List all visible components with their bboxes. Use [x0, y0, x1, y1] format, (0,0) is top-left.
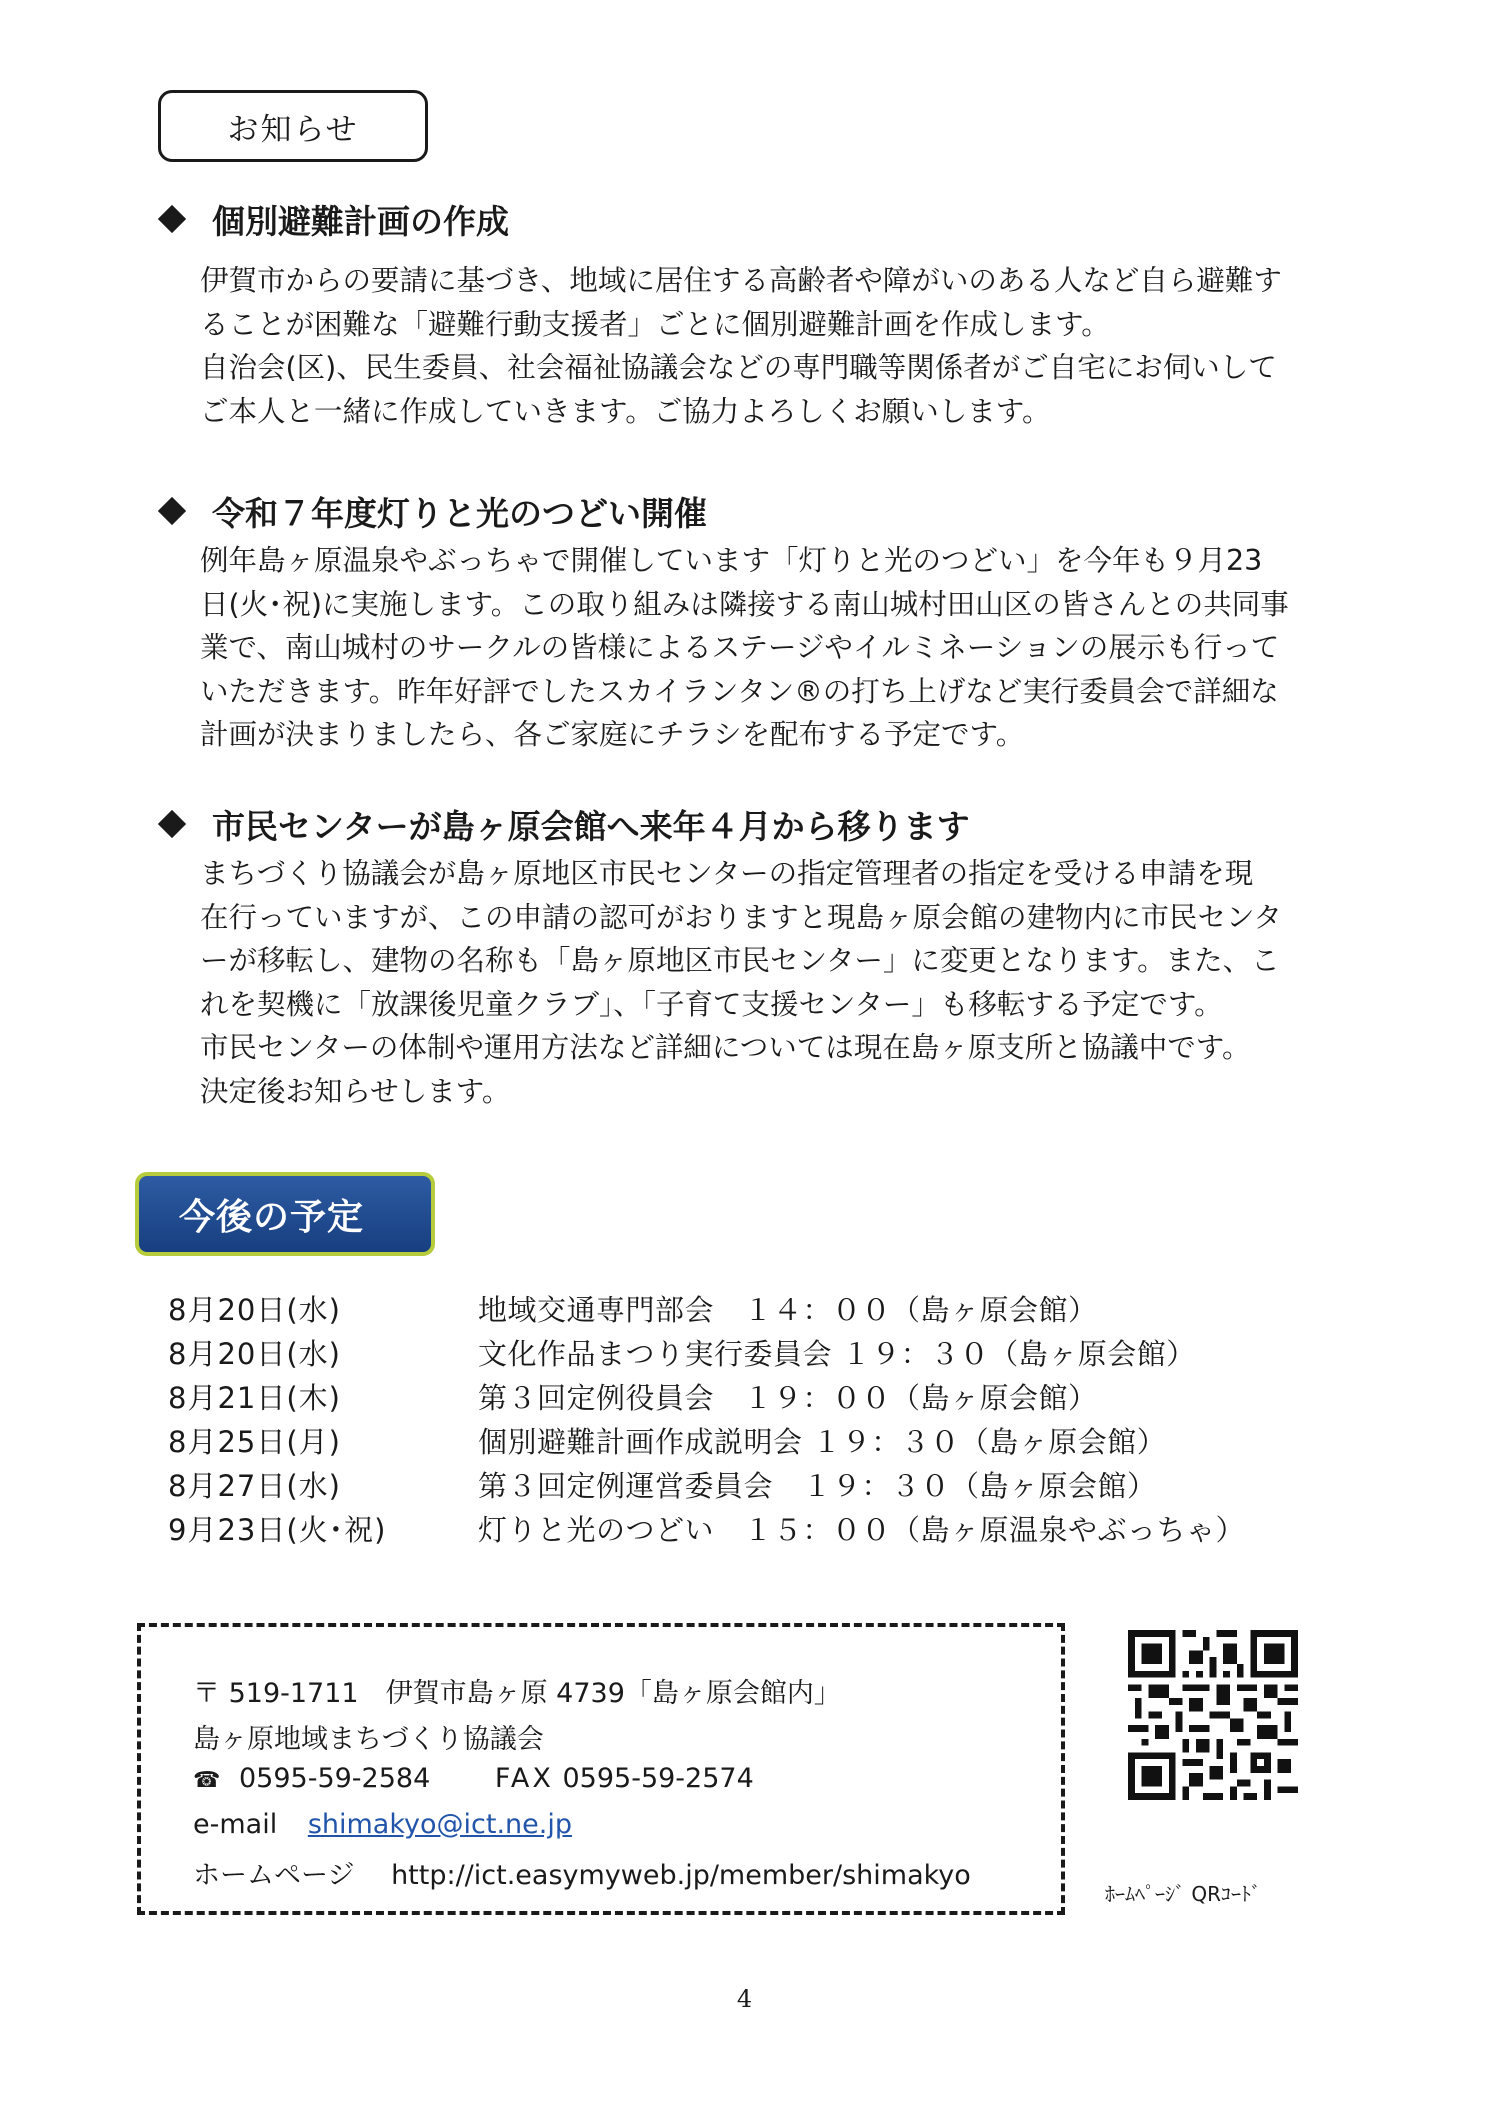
schedule-event: 個別避難計画作成説明会 １９：３０（島ヶ原会館） [478, 1424, 1167, 1459]
schedule-row [168, 1462, 1298, 1506]
section-body [200, 852, 1358, 1113]
body-line: 例年島ヶ原温泉やぶっちゃで開催しています「灯りと光のつどい」を今年も９月23 [200, 544, 1263, 577]
diamond-bullet-icon [158, 497, 186, 525]
schedule-list [168, 1286, 1298, 1550]
schedule-date: 8月27日(水) [168, 1468, 341, 1503]
contact-phone-line [193, 1763, 754, 1794]
schedule-row [168, 1286, 1298, 1330]
section-heading [158, 195, 1358, 243]
section-body [200, 539, 1358, 757]
section-heading-text: 令和７年度灯りと光のつどい開催 [212, 493, 707, 533]
homepage-url[interactable]: http://ict.easymyweb.jp/member/shimakyo [391, 1860, 971, 1891]
body-line: 日(火･祝)に実施します。この取り組みは隣接する南山城村田山区の皆さんとの共同事 [200, 587, 1289, 621]
schedule-row [168, 1506, 1298, 1550]
body-line: 市民センターの体制や運用方法など詳細については現在島ヶ原支所と協議中です。 [200, 1031, 1251, 1064]
body-line: 業で、南山城村のサークルの皆様によるステージやイルミネーションの展示も行って [200, 631, 1280, 664]
section-civic-center-move [158, 800, 1358, 1113]
notice-label: お知らせ [158, 90, 428, 162]
diamond-bullet-icon [158, 205, 186, 233]
schedule-row [168, 1374, 1298, 1418]
body-line: まちづくり協議会が島ヶ原地区市民センターの指定管理者の指定を受ける申請を現 [200, 857, 1254, 890]
phone-number: 0595-59-2584 [239, 1763, 431, 1794]
section-heading-text: 市民センターが島ヶ原会館へ来年４月から移ります [212, 806, 970, 846]
contact-email-line [193, 1809, 572, 1840]
qr-code-icon[interactable] [1128, 1630, 1298, 1800]
contact-homepage-line [193, 1853, 971, 1892]
contact-address: 〒 519-1711 伊賀市島ヶ原 4739「島ヶ原会館内」 [193, 1678, 841, 1709]
email-link[interactable]: shimakyo@ict.ne.jp [307, 1809, 572, 1840]
schedule-date: 8月21日(木) [168, 1380, 341, 1415]
schedule-event: 灯りと光のつどい １５：００（島ヶ原温泉やぶっちゃ） [478, 1512, 1246, 1547]
diamond-bullet-icon [158, 810, 186, 838]
schedule-date: 8月25日(月) [168, 1424, 341, 1459]
schedule-event: 第３回定例役員会 １９：００（島ヶ原会館） [478, 1380, 1098, 1415]
body-line: ーが移転し、建物の名称も「島ヶ原地区市民センター」に変更となります。また、こ [200, 944, 1280, 977]
schedule-title: 今後の予定 [135, 1172, 435, 1256]
page-number: 4 [736, 1985, 753, 2013]
contact-organization: 島ヶ原地域まちづくり協議会 [193, 1724, 544, 1755]
homepage-label: ホームページ [193, 1860, 355, 1891]
schedule-event: 地域交通専門部会 １４：００（島ヶ原会館） [478, 1292, 1098, 1327]
schedule-date: 9月23日(火･祝) [168, 1512, 387, 1547]
body-line: 決定後お知らせします。 [200, 1074, 511, 1108]
qr-caption: ﾎｰﾑﾍﾟｰｼﾞ QRｺｰﾄﾞ [1105, 1882, 1261, 1906]
schedule-event: 文化作品まつり実行委員会 １９：３０（島ヶ原会館） [478, 1336, 1196, 1371]
body-line: ご本人と一緒に作成していきます。ご協力よろしくお願いします。 [200, 394, 1051, 428]
section-heading [158, 487, 1358, 535]
body-line: いただきます。昨年好評でしたスカイランタン®の打ち上げなど実行委員会で詳細な [200, 674, 1279, 708]
section-heading [158, 800, 1358, 848]
section-body [200, 259, 1358, 433]
schedule-date: 8月20日(水) [168, 1292, 341, 1327]
fax-number: 0595-59-2574 [562, 1763, 754, 1794]
body-line: れを契機に「放課後児童クラブ」、「子育て支援センター」も移転する予定です。 [200, 987, 1223, 1021]
schedule-row [168, 1418, 1298, 1462]
contact-box [137, 1623, 1065, 1915]
section-heading-text: 個別避難計画の作成 [212, 201, 509, 241]
fax-label: FAX [494, 1763, 554, 1794]
body-line: 計画が決まりましたら、各ご家庭にチラシを配布する予定です。 [200, 718, 1025, 751]
body-line: 伊賀市からの要請に基づき、地域に居住する高齢者や障がいのある人など自ら避難す [200, 264, 1282, 297]
email-label: e-mail [193, 1809, 278, 1840]
body-line: 在行っていますが、この申請の認可がおりますと現島ヶ原会館の建物内に市民センタ [200, 900, 1282, 934]
schedule-row [168, 1330, 1298, 1374]
schedule-date: 8月20日(水) [168, 1336, 341, 1371]
section-evacuation-plan [158, 195, 1358, 433]
body-line: ることが困難な「避難行動支援者」ごとに個別避難計画を作成します。 [200, 307, 1110, 341]
phone-icon: ☎ [193, 1768, 221, 1793]
schedule-event: 第３回定例運営委員会 １９：３０（島ヶ原会館） [478, 1468, 1157, 1503]
section-light-festival [158, 487, 1358, 757]
body-line: 自治会(区)、民生委員、社会福祉協議会などの専門職等関係者がご自宅にお伺いして [200, 351, 1277, 384]
